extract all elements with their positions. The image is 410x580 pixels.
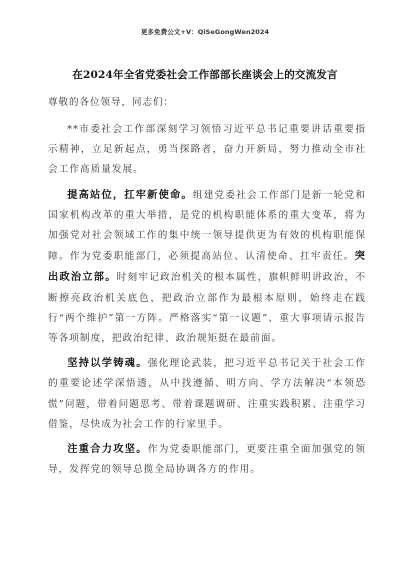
section1-subheading: 突出政治立部。 [48, 250, 366, 284]
section3-paragraph [48, 439, 366, 480]
section2-paragraph [48, 353, 366, 435]
section1-text1: 组建党委社会工作部门是新一轮党和国家机构改革的重大举措，是党的机构职能体系的重大变革，将为加强党对社会领域工作的集中统一领导提供更为有效的机构职能保障。作为党委职能部门，必须提高站位、认清使命、扛牢责任。 [48, 189, 366, 263]
document-title: 在2024年全省党委社会工作部部长座谈会上的交流发言 [72, 69, 338, 81]
header-note: 更多免费公文+V：QiSeGongWen2024 [140, 28, 270, 36]
document-body [48, 120, 366, 484]
section1-text2: 时刻牢记政治机关的根本属性，旗帜鲜明讲政治，不断擦亮政治机关底色，把政治立部作为最根本原则，始终走在践行“两个维护”第一方阵。严格落实“第一议题”、重大事项请示报告等各项制度，把政治纪律、政治规矩挺在最前面。 [48, 272, 366, 345]
salutation: 尊敬的各位领导，同志们： [48, 97, 175, 108]
section3-text: 作为党委职能部门，更要注重全面加强党的领导，发挥党的领导总揽全局协调各方的作用。 [48, 444, 366, 476]
section2-heading: 坚持以学铸魂。 [67, 357, 148, 370]
section2-text: 强化理论武装，把习近平总书记关于社会工作的重要论述学深悟透，从中找遵循、明方向、学方法解决“本领恐慌”问题，带着问题思考、带着课题调研、注重实践积累、注重学习借鉴，尽快成为社会工作的行家里手。 [48, 358, 366, 430]
intro-paragraph: **市委社会工作部深刻学习领悟习近平总书记重要讲话重要指示精神，立足新起点，勇当探路者，奋力开新局，努力推动全市社会工作高质量发展。 [48, 124, 366, 176]
section1-heading: 提高站位，扛牢新使命。 [67, 188, 193, 201]
section3-heading: 注重合力攻坚。 [67, 443, 148, 456]
section1-paragraph [48, 185, 366, 350]
